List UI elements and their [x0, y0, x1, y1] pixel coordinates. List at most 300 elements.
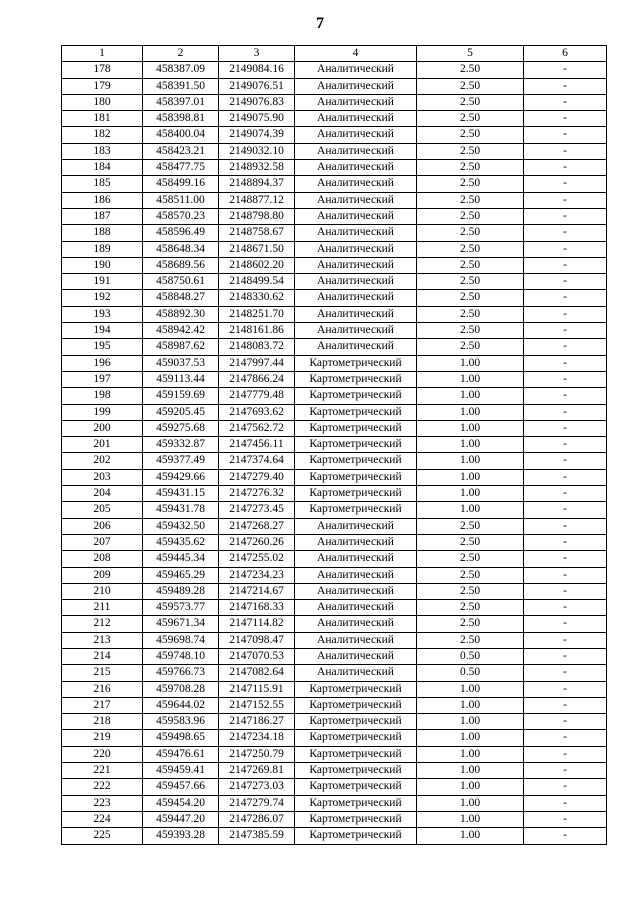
table-row: [62, 714, 607, 730]
point-number-cell: 201: [62, 437, 143, 453]
x-coordinate-cell: 459698.74: [143, 632, 219, 648]
x-coordinate-cell: 458391.50: [143, 78, 219, 94]
note-cell: -: [524, 502, 607, 518]
table-row: [62, 241, 607, 257]
note-cell: -: [524, 437, 607, 453]
note-cell: -: [524, 208, 607, 224]
y-coordinate-cell: 2148798.80: [219, 208, 295, 224]
accuracy-cell: 2.50: [417, 600, 524, 616]
y-coordinate-cell: 2147168.33: [219, 600, 295, 616]
note-cell: -: [524, 192, 607, 208]
table-row: [62, 632, 607, 648]
accuracy-cell: 2.50: [417, 143, 524, 159]
note-cell: -: [524, 355, 607, 371]
accuracy-cell: 1.00: [417, 763, 524, 779]
accuracy-cell: 2.50: [417, 616, 524, 632]
method-cell: Картометрический: [295, 355, 417, 371]
accuracy-cell: 1.00: [417, 746, 524, 762]
accuracy-cell: 2.50: [417, 518, 524, 534]
accuracy-cell: 2.50: [417, 225, 524, 241]
x-coordinate-cell: 459113.44: [143, 371, 219, 387]
table-row: [62, 583, 607, 599]
x-coordinate-cell: 458848.27: [143, 290, 219, 306]
point-number-cell: 194: [62, 323, 143, 339]
column-header: 4: [295, 46, 417, 62]
accuracy-cell: 2.50: [417, 583, 524, 599]
note-cell: -: [524, 388, 607, 404]
x-coordinate-cell: 459432.50: [143, 518, 219, 534]
column-header: 2: [143, 46, 219, 62]
point-number-cell: 184: [62, 160, 143, 176]
y-coordinate-cell: 2147779.48: [219, 388, 295, 404]
x-coordinate-cell: 458987.62: [143, 339, 219, 355]
point-number-cell: 207: [62, 534, 143, 550]
method-cell: Аналитический: [295, 111, 417, 127]
y-coordinate-cell: 2149075.90: [219, 111, 295, 127]
accuracy-cell: 2.50: [417, 94, 524, 110]
method-cell: Аналитический: [295, 339, 417, 355]
note-cell: -: [524, 486, 607, 502]
y-coordinate-cell: 2147279.40: [219, 469, 295, 485]
x-coordinate-cell: 458397.01: [143, 94, 219, 110]
accuracy-cell: 1.00: [417, 811, 524, 827]
note-cell: -: [524, 160, 607, 176]
x-coordinate-cell: 459573.77: [143, 600, 219, 616]
point-number-cell: 193: [62, 306, 143, 322]
x-coordinate-cell: 458750.61: [143, 274, 219, 290]
y-coordinate-cell: 2148330.62: [219, 290, 295, 306]
accuracy-cell: 2.50: [417, 534, 524, 550]
point-number-cell: 206: [62, 518, 143, 534]
accuracy-cell: 1.00: [417, 355, 524, 371]
method-cell: Картометрический: [295, 437, 417, 453]
accuracy-cell: 1.00: [417, 714, 524, 730]
x-coordinate-cell: 459431.15: [143, 486, 219, 502]
point-number-cell: 195: [62, 339, 143, 355]
point-number-cell: 187: [62, 208, 143, 224]
method-cell: Аналитический: [295, 274, 417, 290]
accuracy-cell: 2.50: [417, 176, 524, 192]
point-number-cell: 208: [62, 551, 143, 567]
note-cell: -: [524, 404, 607, 420]
accuracy-cell: 2.50: [417, 323, 524, 339]
point-number-cell: 183: [62, 143, 143, 159]
method-cell: Аналитический: [295, 257, 417, 273]
x-coordinate-cell: 458942.42: [143, 323, 219, 339]
point-number-cell: 219: [62, 730, 143, 746]
y-coordinate-cell: 2148083.72: [219, 339, 295, 355]
accuracy-cell: 2.50: [417, 127, 524, 143]
x-coordinate-cell: 459498.65: [143, 730, 219, 746]
accuracy-cell: 1.00: [417, 779, 524, 795]
note-cell: -: [524, 469, 607, 485]
x-coordinate-cell: 459435.62: [143, 534, 219, 550]
x-coordinate-cell: 458387.09: [143, 62, 219, 78]
table-row: [62, 192, 607, 208]
table-row: [62, 567, 607, 583]
accuracy-cell: 2.50: [417, 339, 524, 355]
method-cell: Аналитический: [295, 225, 417, 241]
column-header: 1: [62, 46, 143, 62]
accuracy-cell: 0.50: [417, 648, 524, 664]
point-number-cell: 217: [62, 697, 143, 713]
y-coordinate-cell: 2147276.32: [219, 486, 295, 502]
point-number-cell: 223: [62, 795, 143, 811]
table-row: [62, 453, 607, 469]
x-coordinate-cell: 459748.10: [143, 648, 219, 664]
table-row: [62, 127, 607, 143]
y-coordinate-cell: 2147214.67: [219, 583, 295, 599]
y-coordinate-cell: 2147456.11: [219, 437, 295, 453]
table-row: [62, 420, 607, 436]
y-coordinate-cell: 2147152.55: [219, 697, 295, 713]
table-row: [62, 746, 607, 762]
accuracy-cell: 1.00: [417, 420, 524, 436]
point-number-cell: 210: [62, 583, 143, 599]
note-cell: -: [524, 127, 607, 143]
table-row: [62, 274, 607, 290]
table-row: [62, 502, 607, 518]
x-coordinate-cell: 458423.21: [143, 143, 219, 159]
table-row: [62, 665, 607, 681]
y-coordinate-cell: 2148877.12: [219, 192, 295, 208]
note-cell: -: [524, 600, 607, 616]
y-coordinate-cell: 2147693.62: [219, 404, 295, 420]
point-number-cell: 182: [62, 127, 143, 143]
point-number-cell: 181: [62, 111, 143, 127]
y-coordinate-cell: 2147234.18: [219, 730, 295, 746]
note-cell: -: [524, 828, 607, 844]
accuracy-cell: 2.50: [417, 241, 524, 257]
x-coordinate-cell: 458400.04: [143, 127, 219, 143]
y-coordinate-cell: 2147255.02: [219, 551, 295, 567]
note-cell: -: [524, 518, 607, 534]
method-cell: Картометрический: [295, 453, 417, 469]
table-row: [62, 339, 607, 355]
note-cell: -: [524, 241, 607, 257]
accuracy-cell: 1.00: [417, 486, 524, 502]
method-cell: Аналитический: [295, 290, 417, 306]
table-row: [62, 795, 607, 811]
x-coordinate-cell: 459465.29: [143, 567, 219, 583]
column-header: 5: [417, 46, 524, 62]
point-number-cell: 205: [62, 502, 143, 518]
method-cell: Картометрический: [295, 502, 417, 518]
note-cell: -: [524, 567, 607, 583]
note-cell: -: [524, 583, 607, 599]
table-row: [62, 551, 607, 567]
x-coordinate-cell: 458499.16: [143, 176, 219, 192]
method-cell: Аналитический: [295, 518, 417, 534]
x-coordinate-cell: 459429.66: [143, 469, 219, 485]
table-row: [62, 828, 607, 844]
table-row: [62, 143, 607, 159]
point-number-cell: 215: [62, 665, 143, 681]
method-cell: Картометрический: [295, 486, 417, 502]
x-coordinate-cell: 459159.69: [143, 388, 219, 404]
note-cell: -: [524, 290, 607, 306]
table-row: [62, 486, 607, 502]
method-cell: Картометрический: [295, 730, 417, 746]
table-row: [62, 225, 607, 241]
table-row: [62, 111, 607, 127]
table-row: [62, 811, 607, 827]
point-number-cell: 211: [62, 600, 143, 616]
y-coordinate-cell: 2148499.54: [219, 274, 295, 290]
table-row: [62, 176, 607, 192]
y-coordinate-cell: 2147234.23: [219, 567, 295, 583]
table-row: [62, 62, 607, 78]
note-cell: -: [524, 339, 607, 355]
y-coordinate-cell: 2147186.27: [219, 714, 295, 730]
y-coordinate-cell: 2149074.39: [219, 127, 295, 143]
method-cell: Аналитический: [295, 648, 417, 664]
table-row: [62, 763, 607, 779]
accuracy-cell: 1.00: [417, 388, 524, 404]
y-coordinate-cell: 2147273.45: [219, 502, 295, 518]
y-coordinate-cell: 2147866.24: [219, 371, 295, 387]
table-row: [62, 388, 607, 404]
accuracy-cell: 2.50: [417, 62, 524, 78]
y-coordinate-cell: 2148932.58: [219, 160, 295, 176]
x-coordinate-cell: 459671.34: [143, 616, 219, 632]
note-cell: -: [524, 371, 607, 387]
accuracy-cell: 1.00: [417, 437, 524, 453]
method-cell: Аналитический: [295, 208, 417, 224]
point-number-cell: 221: [62, 763, 143, 779]
note-cell: -: [524, 730, 607, 746]
method-cell: Картометрический: [295, 681, 417, 697]
x-coordinate-cell: 459431.78: [143, 502, 219, 518]
y-coordinate-cell: 2147268.27: [219, 518, 295, 534]
table-row: [62, 469, 607, 485]
column-header: 6: [524, 46, 607, 62]
accuracy-cell: 2.50: [417, 160, 524, 176]
method-cell: Картометрический: [295, 371, 417, 387]
accuracy-cell: 2.50: [417, 551, 524, 567]
x-coordinate-cell: 459447.20: [143, 811, 219, 827]
point-number-cell: 189: [62, 241, 143, 257]
table-row: [62, 681, 607, 697]
method-cell: Картометрический: [295, 795, 417, 811]
note-cell: -: [524, 746, 607, 762]
accuracy-cell: 1.00: [417, 681, 524, 697]
method-cell: Аналитический: [295, 323, 417, 339]
y-coordinate-cell: 2147279.74: [219, 795, 295, 811]
note-cell: -: [524, 62, 607, 78]
note-cell: -: [524, 665, 607, 681]
point-number-cell: 220: [62, 746, 143, 762]
y-coordinate-cell: 2147098.47: [219, 632, 295, 648]
table-row: [62, 779, 607, 795]
point-number-cell: 190: [62, 257, 143, 273]
point-number-cell: 185: [62, 176, 143, 192]
y-coordinate-cell: 2148671.50: [219, 241, 295, 257]
accuracy-cell: 1.00: [417, 795, 524, 811]
accuracy-cell: 0.50: [417, 665, 524, 681]
note-cell: -: [524, 648, 607, 664]
method-cell: Картометрический: [295, 746, 417, 762]
accuracy-cell: 1.00: [417, 404, 524, 420]
y-coordinate-cell: 2148602.20: [219, 257, 295, 273]
note-cell: -: [524, 257, 607, 273]
accuracy-cell: 2.50: [417, 192, 524, 208]
table-row: [62, 78, 607, 94]
note-cell: -: [524, 306, 607, 322]
table-row: [62, 160, 607, 176]
point-number-cell: 191: [62, 274, 143, 290]
x-coordinate-cell: 459583.96: [143, 714, 219, 730]
note-cell: -: [524, 779, 607, 795]
method-cell: Аналитический: [295, 583, 417, 599]
x-coordinate-cell: 458648.34: [143, 241, 219, 257]
note-cell: -: [524, 225, 607, 241]
y-coordinate-cell: 2147385.59: [219, 828, 295, 844]
x-coordinate-cell: 458689.56: [143, 257, 219, 273]
x-coordinate-cell: 459644.02: [143, 697, 219, 713]
accuracy-cell: 2.50: [417, 208, 524, 224]
x-coordinate-cell: 459332.87: [143, 437, 219, 453]
note-cell: -: [524, 78, 607, 94]
method-cell: Картометрический: [295, 420, 417, 436]
method-cell: Аналитический: [295, 616, 417, 632]
method-cell: Картометрический: [295, 469, 417, 485]
method-cell: Картометрический: [295, 404, 417, 420]
note-cell: -: [524, 811, 607, 827]
y-coordinate-cell: 2148894.37: [219, 176, 295, 192]
y-coordinate-cell: 2149076.51: [219, 78, 295, 94]
method-cell: Аналитический: [295, 632, 417, 648]
accuracy-cell: 2.50: [417, 257, 524, 273]
table-row: [62, 208, 607, 224]
table-row: [62, 306, 607, 322]
point-number-cell: 204: [62, 486, 143, 502]
x-coordinate-cell: 459445.34: [143, 551, 219, 567]
y-coordinate-cell: 2149076.83: [219, 94, 295, 110]
y-coordinate-cell: 2147374.64: [219, 453, 295, 469]
table-row: [62, 355, 607, 371]
point-number-cell: 178: [62, 62, 143, 78]
note-cell: -: [524, 453, 607, 469]
accuracy-cell: 2.50: [417, 306, 524, 322]
note-cell: -: [524, 94, 607, 110]
x-coordinate-cell: 459489.28: [143, 583, 219, 599]
method-cell: Картометрический: [295, 779, 417, 795]
x-coordinate-cell: 459766.73: [143, 665, 219, 681]
method-cell: Аналитический: [295, 567, 417, 583]
note-cell: -: [524, 323, 607, 339]
y-coordinate-cell: 2147269.81: [219, 763, 295, 779]
y-coordinate-cell: 2147082.64: [219, 665, 295, 681]
method-cell: Аналитический: [295, 551, 417, 567]
y-coordinate-cell: 2147286.07: [219, 811, 295, 827]
point-number-cell: 200: [62, 420, 143, 436]
point-number-cell: 222: [62, 779, 143, 795]
table-row: [62, 371, 607, 387]
point-number-cell: 209: [62, 567, 143, 583]
note-cell: -: [524, 681, 607, 697]
x-coordinate-cell: 459393.28: [143, 828, 219, 844]
point-number-cell: 192: [62, 290, 143, 306]
y-coordinate-cell: 2147114.82: [219, 616, 295, 632]
note-cell: -: [524, 176, 607, 192]
accuracy-cell: 2.50: [417, 111, 524, 127]
point-number-cell: 225: [62, 828, 143, 844]
x-coordinate-cell: 458398.81: [143, 111, 219, 127]
point-number-cell: 197: [62, 371, 143, 387]
table-row: [62, 616, 607, 632]
note-cell: -: [524, 795, 607, 811]
note-cell: -: [524, 111, 607, 127]
table-row: [62, 600, 607, 616]
point-number-cell: 196: [62, 355, 143, 371]
accuracy-cell: 1.00: [417, 697, 524, 713]
coordinates-table: [61, 45, 607, 845]
table-row: [62, 404, 607, 420]
accuracy-cell: 1.00: [417, 453, 524, 469]
x-coordinate-cell: 459037.53: [143, 355, 219, 371]
note-cell: -: [524, 632, 607, 648]
note-cell: -: [524, 420, 607, 436]
x-coordinate-cell: 458511.00: [143, 192, 219, 208]
accuracy-cell: 2.50: [417, 632, 524, 648]
method-cell: Аналитический: [295, 306, 417, 322]
note-cell: -: [524, 551, 607, 567]
point-number-cell: 179: [62, 78, 143, 94]
method-cell: Картометрический: [295, 697, 417, 713]
table-row: [62, 518, 607, 534]
accuracy-cell: 2.50: [417, 78, 524, 94]
y-coordinate-cell: 2149032.10: [219, 143, 295, 159]
y-coordinate-cell: 2148758.67: [219, 225, 295, 241]
note-cell: -: [524, 714, 607, 730]
accuracy-cell: 2.50: [417, 567, 524, 583]
y-coordinate-cell: 2147250.79: [219, 746, 295, 762]
x-coordinate-cell: 458892.30: [143, 306, 219, 322]
x-coordinate-cell: 459205.45: [143, 404, 219, 420]
method-cell: Аналитический: [295, 160, 417, 176]
accuracy-cell: 2.50: [417, 274, 524, 290]
point-number-cell: 202: [62, 453, 143, 469]
note-cell: -: [524, 697, 607, 713]
table-row: [62, 730, 607, 746]
point-number-cell: 218: [62, 714, 143, 730]
point-number-cell: 186: [62, 192, 143, 208]
table-row: [62, 437, 607, 453]
point-number-cell: 199: [62, 404, 143, 420]
note-cell: -: [524, 534, 607, 550]
y-coordinate-cell: 2147562.72: [219, 420, 295, 436]
x-coordinate-cell: 459454.20: [143, 795, 219, 811]
method-cell: Аналитический: [295, 62, 417, 78]
note-cell: -: [524, 763, 607, 779]
column-header: 3: [219, 46, 295, 62]
method-cell: Аналитический: [295, 143, 417, 159]
accuracy-cell: 1.00: [417, 502, 524, 518]
table-row: [62, 290, 607, 306]
method-cell: Аналитический: [295, 534, 417, 550]
method-cell: Аналитический: [295, 665, 417, 681]
point-number-cell: 188: [62, 225, 143, 241]
method-cell: Аналитический: [295, 94, 417, 110]
point-number-cell: 180: [62, 94, 143, 110]
point-number-cell: 224: [62, 811, 143, 827]
point-number-cell: 213: [62, 632, 143, 648]
method-cell: Аналитический: [295, 241, 417, 257]
x-coordinate-cell: 459377.49: [143, 453, 219, 469]
x-coordinate-cell: 459275.68: [143, 420, 219, 436]
accuracy-cell: 2.50: [417, 290, 524, 306]
